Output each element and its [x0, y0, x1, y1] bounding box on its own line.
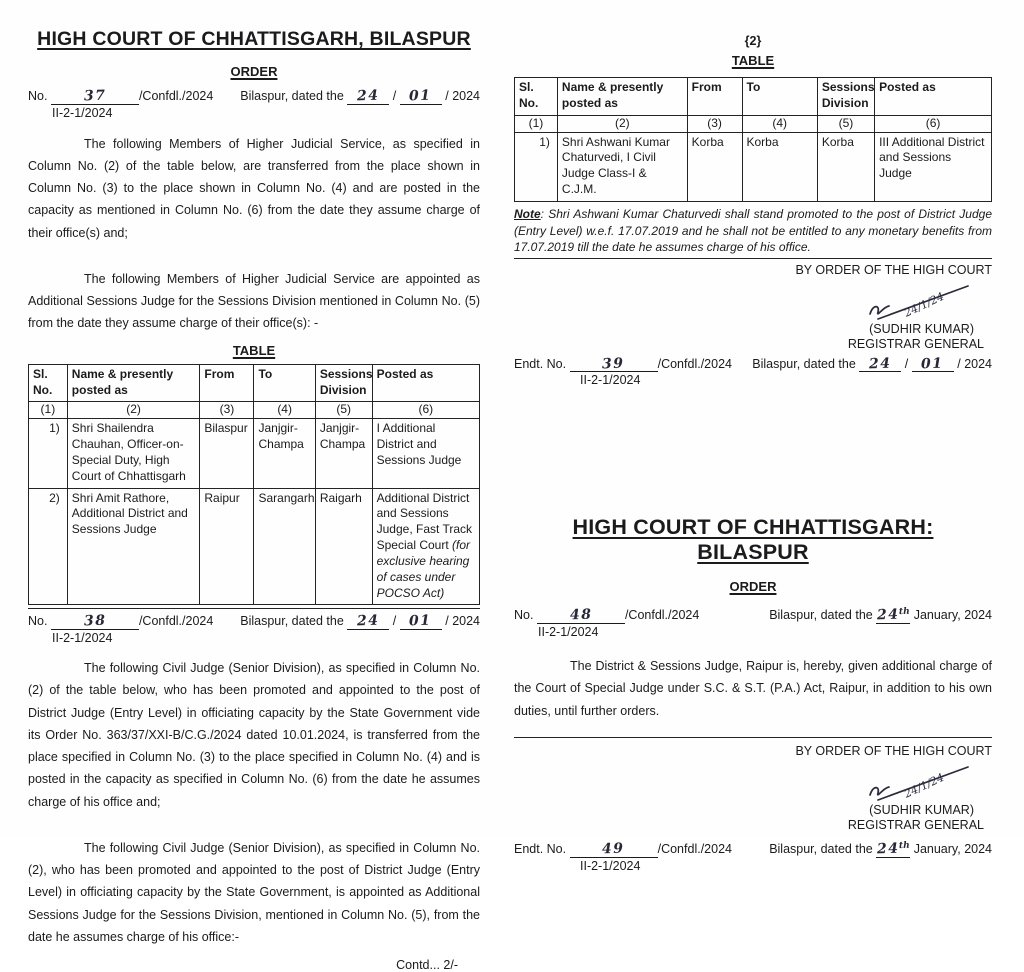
handwritten-ordinal: th	[898, 607, 910, 618]
paragraph-1: The following Members of Higher Judicial Service, as specified in Column No. (2) of the table below, are transferred from the place shown in Column No. (3) to the place shown in Column No. (4) and are posted in the capacity as mentioned in Column No. (6) from the date they assume charge of their office(s) and;	[28, 136, 480, 240]
page-number: {2}	[744, 34, 762, 48]
table-header-cell: Sessions Division	[315, 364, 372, 402]
ref-label: No.	[514, 608, 534, 623]
handwritten-blank	[347, 89, 389, 105]
ref-rest: /Confdl./2024	[657, 356, 732, 371]
ref-rest: /Confdl./2024	[138, 614, 214, 629]
table-header-row	[515, 78, 992, 116]
posted-italic-text: (for exclusive hearing of cases under POCSO Act)	[376, 538, 471, 600]
table-header-cell: Name & presently posted as	[557, 78, 687, 116]
endorsement-line-2	[514, 842, 992, 858]
signature-scribble	[850, 760, 978, 804]
cell-posted-as	[372, 488, 479, 605]
ref-rest: /Confdl./2024	[624, 608, 700, 623]
handwritten-day: 24	[876, 840, 900, 858]
ref-label: Endt. No.	[514, 842, 567, 857]
page-title: HIGH COURT OF CHHATTISGARH, BILASPUR	[37, 28, 471, 50]
handwritten-day: 24	[356, 87, 380, 105]
handwritten-number: 48	[569, 607, 593, 624]
cell-sl-no: 1)	[29, 419, 68, 488]
dateline	[752, 357, 992, 373]
file-reference: II-2-1/2024	[52, 105, 113, 120]
handwritten-month: 01	[921, 355, 945, 372]
handwritten-blank	[859, 357, 901, 373]
handwritten-blank	[570, 357, 658, 373]
note-paragraph	[514, 206, 992, 259]
column-number-row	[515, 115, 992, 132]
dateline-prefix: Bilaspur, dated the	[240, 89, 344, 103]
dateline-prefix: Bilaspur, dated the	[752, 356, 856, 371]
cell-posted-as	[875, 132, 992, 201]
handwritten-number: 38	[83, 613, 107, 630]
column-number: (4)	[254, 402, 315, 419]
handwritten-month: 01	[409, 87, 433, 105]
table-header-cell: From	[687, 78, 742, 116]
dateline-suffix: January, 2024	[913, 842, 992, 857]
slash: /	[392, 89, 397, 103]
handwritten-blank	[570, 842, 658, 858]
cell-sessions: Korba	[817, 132, 874, 201]
ref-rest: /Confdl./2024	[657, 842, 732, 857]
slash: /	[957, 356, 961, 371]
table-header-cell: Sessions Division	[817, 78, 874, 116]
cell-sessions: Janjgir-Champa	[315, 419, 372, 488]
handwritten-blank	[51, 614, 139, 630]
dateline-prefix: Bilaspur, dated the	[769, 842, 873, 857]
signature-block	[514, 279, 992, 351]
cell-from: Korba	[687, 132, 742, 201]
handwritten-day: 24	[356, 613, 380, 630]
table-header-cell: Sl. No.	[515, 78, 558, 116]
handwritten-sign-date: 24/1/24	[902, 770, 947, 801]
table-heading: TABLE	[232, 342, 276, 358]
signatory-name: (SUDHIR KUMAR)	[869, 321, 974, 336]
transfer-table	[28, 364, 480, 606]
paragraph-3: The following Civil Judge (Senior Division), as specified in Column No. (2) of the table below, who has been promoted and appointed to the post of District Judge (Entry Level) in officiating capacity by the State Government vide its Order No. 363/37/XXI-B/C.G./2024 dated 10.01.2024, is transferred from the place specified in Column No. (3) to the place specified in Column No. (4) and is posted in the capacity as specified in Column No. (6) from the date he assumes charge of his office and;	[28, 661, 480, 809]
posted-text: I Additional District and Sessions Judge	[376, 421, 462, 467]
column-number: (1)	[29, 402, 68, 419]
ref-rest: /Confdl./2024	[138, 89, 214, 103]
column-number: (2)	[67, 402, 200, 419]
note-label: Note	[514, 206, 541, 221]
cell-posted-as	[372, 419, 479, 488]
ref-label: Endt. No.	[514, 356, 567, 371]
handwritten-sign-date: 24/1/24	[902, 289, 947, 320]
cell-from: Bilaspur	[200, 419, 254, 488]
posted-text: Additional District and Sessions Judge, Fast Track Special Court	[376, 490, 472, 553]
handwritten-blank	[876, 842, 910, 858]
table-header-cell: Name & presently posted as	[67, 364, 200, 402]
column-number: (5)	[315, 402, 372, 419]
slash: /	[445, 89, 449, 103]
by-order-line: BY ORDER OF THE HIGH COURT	[795, 262, 992, 277]
table-heading: TABLE	[731, 53, 775, 68]
column-number: (3)	[687, 115, 742, 132]
table-header-row	[29, 364, 480, 402]
column-number: (6)	[875, 115, 992, 132]
ref-label: No.	[28, 89, 48, 103]
slash: /	[904, 356, 909, 371]
column-number: (4)	[742, 115, 817, 132]
slash: /	[445, 614, 449, 629]
note-text: : Shri Ashwani Kumar Chaturvedi shall stand promoted to the post of District Judge (Entry Level) w.e.f. 17.07.2019 and he shall not be entitled to any monetary benefits from 17.07.2019 till the date he assumes charge of his office.	[514, 206, 992, 255]
order-heading: ORDER	[230, 64, 278, 79]
cell-to: Korba	[742, 132, 817, 201]
handwritten-blank	[347, 614, 389, 630]
handwritten-blank	[400, 614, 442, 630]
ref-number	[514, 608, 699, 624]
handwritten-blank	[876, 608, 910, 624]
posted-text: III Additional District and Sessions Judge	[879, 134, 985, 181]
table-header-cell: To	[254, 364, 315, 402]
table-header-cell: Posted as	[875, 78, 992, 116]
column-number: (5)	[817, 115, 874, 132]
blank-gap	[514, 387, 992, 515]
reference-line	[514, 608, 992, 624]
cell-to: Sarangarh	[254, 488, 315, 605]
handwritten-ordinal: th	[898, 840, 910, 852]
cell-sessions: Raigarh	[315, 488, 372, 605]
page-title: HIGH COURT OF CHHATTISGARH: BILASPUR	[572, 515, 934, 565]
dateline-year: 2024	[452, 614, 480, 629]
endorsement-line-1	[514, 357, 992, 373]
signatory-title: REGISTRAR GENERAL	[847, 336, 984, 351]
dateline-year: 2024	[452, 89, 480, 103]
handwritten-month: 01	[409, 613, 433, 630]
section-divider	[514, 737, 992, 738]
dateline	[240, 614, 480, 630]
continuation-marker: Contd... 2/-	[396, 958, 458, 972]
cell-name: Shri Ashwani Kumar Chaturvedi, I Civil Judge Class-I & C.J.M.	[557, 132, 687, 201]
document-page-1	[28, 28, 480, 972]
cell-name: Shri Amit Rathore, Additional District and Sessions Judge	[67, 488, 200, 605]
by-order-line: BY ORDER OF THE HIGH COURT	[795, 743, 992, 758]
file-reference: II-2-1/2024	[52, 631, 113, 646]
dateline-suffix: January, 2024	[913, 608, 992, 623]
file-reference: II-2-1/2024	[580, 858, 641, 873]
signature-block	[514, 760, 992, 832]
order2-paragraph: The District & Sessions Judge, Raipur is, hereby, given additional charge of the Court of Special Judge under S.C. & S.T. (P.A.) Act, Raipur, in addition to his own duties, until further orders.	[514, 659, 992, 718]
handwritten-blank	[912, 357, 954, 373]
dateline	[769, 842, 992, 858]
paragraph-4: The following Civil Judge (Senior Division), as specified in Column No. (2), who has been promoted and appointed to the post of District Judge (Entry Level) in officiating capacity by the State Government, is appointed as Additional Sessions Judge for the Sessions Division, mentioned in Column No. (5), from the date he assumes charge of his office:-	[28, 840, 480, 944]
slash: /	[392, 614, 397, 629]
table-row	[29, 488, 480, 605]
column-number: (3)	[200, 402, 254, 419]
dateline-prefix: Bilaspur, dated the	[240, 614, 344, 629]
column-number: (1)	[515, 115, 558, 132]
column-number: (6)	[372, 402, 479, 419]
cell-to: Janjgir-Champa	[254, 419, 315, 488]
handwritten-blank	[51, 89, 139, 105]
handwritten-number: 37	[83, 87, 107, 105]
handwritten-day: 24	[876, 607, 900, 624]
cell-sl-no: 2)	[29, 488, 68, 605]
section-divider	[28, 608, 480, 609]
table-header-cell: To	[742, 78, 817, 116]
handwritten-day: 24	[868, 355, 892, 372]
reference-line-1	[28, 89, 480, 105]
cell-sl-no: 1)	[515, 132, 558, 201]
dateline-year: 2024	[964, 356, 992, 371]
handwritten-blank	[537, 608, 625, 624]
column-number-row	[29, 402, 480, 419]
signatory-title: REGISTRAR GENERAL	[847, 817, 984, 832]
file-reference: II-2-1/2024	[538, 625, 599, 640]
cell-name: Shri Shailendra Chauhan, Officer-on-Special Duty, High Court of Chhattisgarh	[67, 419, 200, 488]
handwritten-blank	[400, 89, 442, 105]
table-row	[29, 419, 480, 488]
ref-number	[28, 89, 213, 105]
ref-number	[28, 614, 213, 630]
handwritten-number: 39	[602, 355, 626, 372]
table-row	[515, 132, 992, 201]
table-header-cell: Posted as	[372, 364, 479, 402]
ref-label: No.	[28, 614, 48, 629]
dateline-prefix: Bilaspur, dated the	[769, 608, 873, 623]
paragraph-2: The following Members of Higher Judicial Service are appointed as Additional Sessions Judge for the Sessions Division mentioned in Column No. (5) from the date they assume charge of their office(s): -	[28, 271, 480, 331]
order-heading: ORDER	[729, 579, 777, 595]
reference-line-2	[28, 614, 480, 630]
handwritten-number: 49	[602, 840, 626, 858]
table-header-cell: Sl. No.	[29, 364, 68, 402]
dateline	[769, 608, 992, 624]
transfer-table	[514, 77, 992, 202]
dateline	[240, 89, 480, 105]
file-reference: II-2-1/2024	[580, 373, 641, 388]
column-number: (2)	[557, 115, 687, 132]
ref-number	[514, 357, 732, 373]
table-header-cell: From	[200, 364, 254, 402]
cell-from: Raipur	[200, 488, 254, 605]
ref-number	[514, 842, 732, 858]
signatory-name: (SUDHIR KUMAR)	[869, 802, 974, 817]
signature-scribble	[850, 279, 978, 323]
document-page-2	[514, 34, 992, 873]
